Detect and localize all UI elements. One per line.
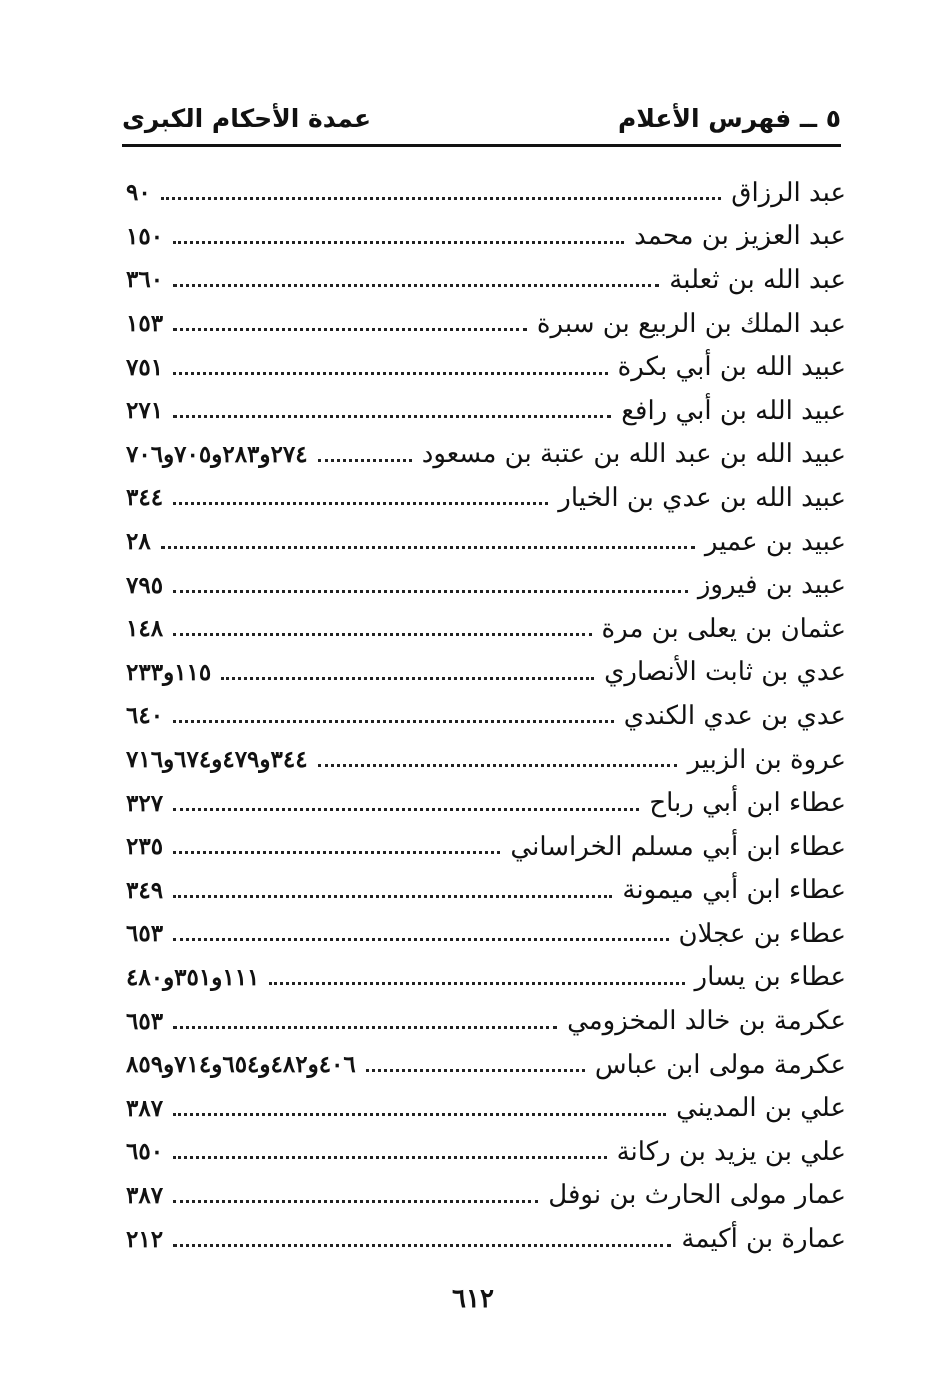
entry-pages: ٦٥٠ <box>126 1138 164 1166</box>
entry-name: عبيد الله بن أبي رافع <box>621 395 846 426</box>
dot-leader <box>318 459 412 462</box>
entry-name: عدي بن ثابت الأنصاري <box>604 657 846 688</box>
dot-leader <box>173 1113 666 1116</box>
entry-pages: ٢١٢ <box>126 1225 164 1253</box>
entry-pages: ٢٨ <box>126 528 151 556</box>
entry-pages: ١١١و٣٥١و٤٨٠ <box>126 963 260 991</box>
entry-pages: ٢٧٤و٢٨٣و٧٠٥و٧٠٦ <box>126 440 308 468</box>
entry-pages: ٣٤٤ <box>126 484 164 512</box>
index-entry <box>126 302 846 346</box>
entry-pages: ٣٢٧ <box>126 789 164 817</box>
dot-leader <box>173 720 614 723</box>
index-entry <box>126 999 846 1043</box>
entry-pages: ٢٣٥ <box>126 833 164 861</box>
header-rule <box>122 144 841 147</box>
entry-pages: ٤٠٦و٤٨٢و٦٥٤و٧١٤و٨٥٩ <box>126 1051 356 1079</box>
index-entry <box>126 433 846 477</box>
entry-name: عطاء ابن أبي ميمونة <box>622 875 846 906</box>
index-entry <box>126 912 846 956</box>
index-entry <box>126 1043 846 1087</box>
entry-name: عدي بن عدي الكندي <box>623 700 846 731</box>
dot-leader <box>173 284 659 287</box>
index-entry <box>126 1086 846 1130</box>
entry-name: عبد الملك بن الربيع بن سبرة <box>536 308 846 339</box>
entry-name: عطاء بن عجلان <box>678 918 846 949</box>
index-entry <box>126 389 846 433</box>
entry-pages: ٣٤٩ <box>126 876 164 904</box>
dot-leader <box>173 808 639 811</box>
running-header <box>122 100 841 144</box>
entry-pages: ٣٤٤و٤٧٩و٦٧٤و٧١٦ <box>126 746 308 774</box>
dot-leader <box>173 372 608 375</box>
dot-leader <box>173 1026 557 1029</box>
section-title: ٥ ــ فهرس الأعلام <box>618 104 841 133</box>
entry-pages: ١٤٨ <box>126 615 164 643</box>
entry-name: عبيد بن عمير <box>704 526 846 557</box>
index-entry <box>126 651 846 695</box>
entry-name: عطاء ابن أبي مسلم الخراساني <box>510 831 846 862</box>
entry-name: عبيد الله بن عدي بن الخيار <box>558 482 846 513</box>
entry-name: عبيد الله بن أبي بكرة <box>617 352 846 383</box>
index-entry <box>126 869 846 913</box>
entry-name: عثمان بن يعلى بن مرة <box>601 613 846 644</box>
entry-pages: ٣٨٧ <box>126 1094 164 1122</box>
entry-name: عمارة بن أكيمة <box>681 1224 846 1255</box>
index-entry <box>126 956 846 1000</box>
entry-name: عروة بن الزبير <box>687 744 846 775</box>
index-list <box>126 171 846 1261</box>
dot-leader <box>161 546 695 549</box>
entry-pages: ١٥٠ <box>126 222 164 250</box>
entry-name: عبيد بن فيروز <box>697 570 846 601</box>
index-entry <box>126 171 846 215</box>
entry-name: علي بن المديني <box>676 1093 846 1124</box>
dot-leader <box>269 982 684 985</box>
entry-pages: ٦٥٣ <box>126 920 164 948</box>
dot-leader <box>173 851 500 854</box>
entry-name: عبد الله بن ثعلبة <box>669 264 846 295</box>
index-entry <box>126 215 846 259</box>
entry-name: عبيد الله بن عبد الله بن عتبة بن مسعود <box>421 439 846 470</box>
index-entry <box>126 563 846 607</box>
entry-name: عمار مولى الحارث بن نوفل <box>548 1180 846 1211</box>
entry-pages: ٩٠ <box>126 179 151 207</box>
entry-name: عطاء ابن أبي رباح <box>649 788 846 819</box>
dot-leader <box>173 633 591 636</box>
dot-leader <box>173 1200 538 1203</box>
dot-leader <box>173 415 611 418</box>
dot-leader <box>173 1156 607 1159</box>
entry-pages: ٧٥١ <box>126 353 164 381</box>
entry-pages: ٧٩٥ <box>126 571 164 599</box>
entry-name: عبد الرزاق <box>731 177 846 208</box>
index-entry <box>126 345 846 389</box>
index-entry <box>126 258 846 302</box>
index-entry <box>126 607 846 651</box>
index-entry <box>126 825 846 869</box>
index-entry <box>126 738 846 782</box>
dot-leader <box>173 590 688 593</box>
index-entry <box>126 476 846 520</box>
index-entry <box>126 1130 846 1174</box>
index-entry <box>126 694 846 738</box>
dot-leader <box>173 502 548 505</box>
dot-leader <box>318 764 678 767</box>
entry-pages: ١٥٣ <box>126 310 164 338</box>
entry-pages: ٢٧١ <box>126 397 164 425</box>
entry-pages: ١١٥و٢٣٣ <box>126 658 212 686</box>
index-entry <box>126 781 846 825</box>
page-number: ٦١٢ <box>452 1284 494 1314</box>
index-entry <box>126 1217 846 1261</box>
index-entry <box>126 1174 846 1218</box>
entry-pages: ٣٦٠ <box>126 266 164 294</box>
dot-leader <box>173 938 668 941</box>
dot-leader <box>161 197 722 200</box>
entry-name: عبد العزيز بن محمد <box>634 221 846 252</box>
dot-leader <box>173 328 527 331</box>
index-entry <box>126 520 846 564</box>
dot-leader <box>173 241 624 244</box>
entry-name: عطاء بن يسار <box>694 962 846 993</box>
entry-name: علي بن يزيد بن ركانة <box>616 1136 846 1167</box>
dot-leader <box>221 677 594 680</box>
entry-name: عكرمة بن خالد المخزومي <box>567 1006 846 1037</box>
entry-pages: ٦٤٠ <box>126 702 164 730</box>
dot-leader <box>366 1069 585 1072</box>
entry-pages: ٣٨٧ <box>126 1181 164 1209</box>
dot-leader <box>173 1244 671 1247</box>
book-title: عمدة الأحكام الكبرى <box>122 104 372 133</box>
entry-name: عكرمة مولى ابن عباس <box>594 1049 846 1080</box>
dot-leader <box>173 895 612 898</box>
entry-pages: ٦٥٣ <box>126 1007 164 1035</box>
